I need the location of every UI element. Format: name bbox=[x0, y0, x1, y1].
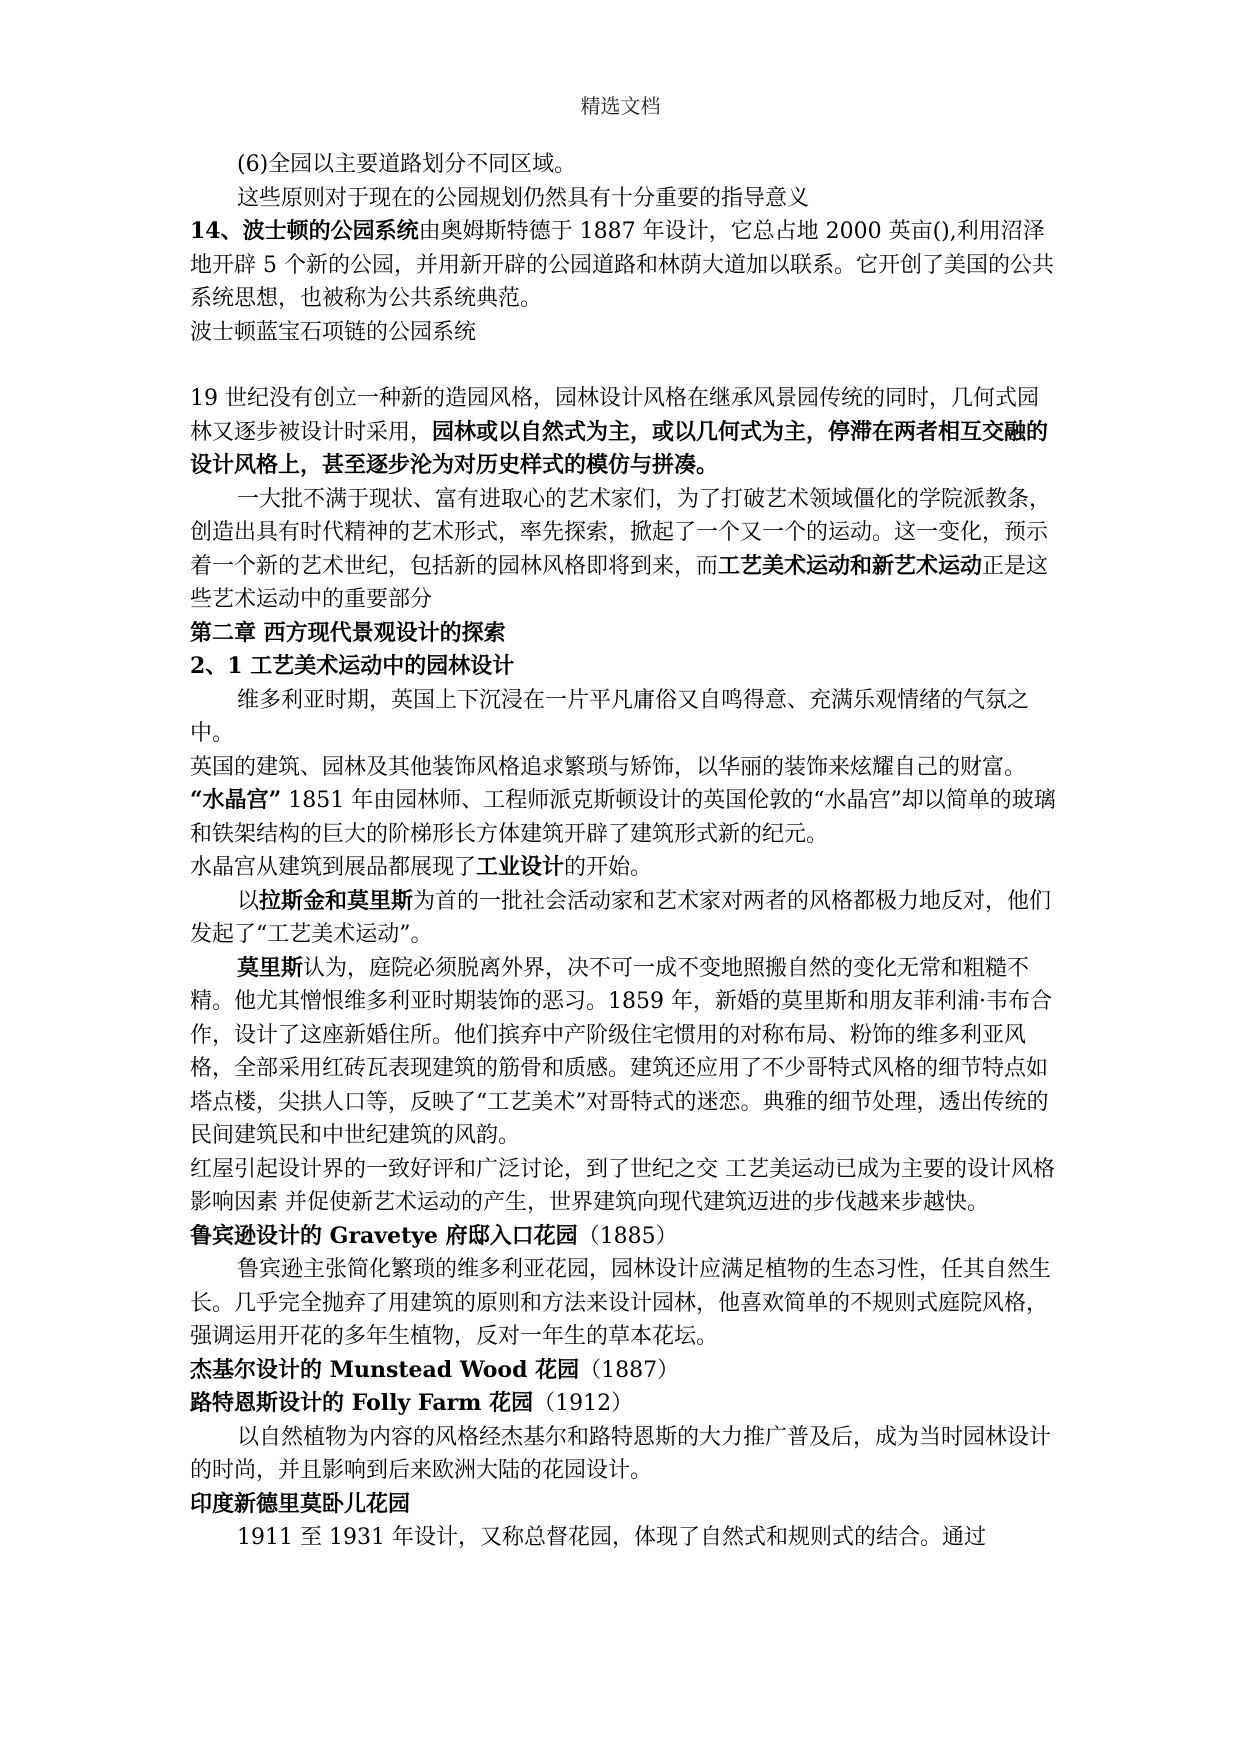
paragraph-morris bbox=[190, 952, 1060, 1153]
heading-gravetye bbox=[190, 1220, 1060, 1254]
heading-delhi-garden: 印度新德里莫卧儿花园 bbox=[190, 1490, 411, 1517]
artists-tail: 正是这些艺术运动中的重要部分 bbox=[190, 553, 1049, 612]
paragraph-ruskin-morris bbox=[190, 885, 1060, 952]
boston-text: 由奥姆斯特德于 1887 年设计，它总占地 2000 英亩(),利用沼泽地开辟 5 个新的公园，并用新开辟的公园道路和林荫大道加以联系。它开创了美国的公共系统思想，也被称为公共系统典范。 bbox=[190, 219, 1054, 311]
boston-caption: 波士顿蓝宝石项链的公园系统 bbox=[190, 319, 477, 345]
boston-heading: 14、波士顿的公园系统 bbox=[190, 218, 419, 244]
paragraph-victorian-2: 英国的建筑、园林及其他装饰风格追求繁琐与矫饰，以华丽的装饰来炫耀自己的财富。 bbox=[190, 754, 1027, 780]
folly-year: （1912） bbox=[533, 1391, 634, 1416]
heading-folly-farm bbox=[190, 1387, 1060, 1421]
paragraph-natural-style: 以自然植物为内容的风格经杰基尔和路特恩斯的大力推广普及后，成为当时园林设计的时尚，并且影响到后来欧洲大陆的花园设计。 bbox=[190, 1424, 1052, 1483]
page-header: 精选文档 bbox=[580, 94, 661, 118]
crystal-industrial-text: 水晶宫从建筑到展品都展现了 bbox=[190, 855, 477, 880]
gravetye-year: （1885） bbox=[577, 1223, 678, 1249]
paragraph-principle-6: (6)全园以主要道路划分不同区域。 bbox=[237, 152, 577, 177]
ruskin-pre: 以 bbox=[237, 888, 260, 914]
morris-text: 认为，庭院必须脱离外界，决不可一成不变地照搬自然的变化无常和粗糙不精。他尤其憎恨维多利亚时期装饰的恶习。1859 年，新婚的莫里斯和朋友菲利浦·韦布合作，设计了这座新婚住所。他们摈弃中产阶级住宅惯用的对称布局、粉饰的维多利亚风格，全部采用红砖瓦表现建筑的筋骨和质感。建筑还应用了不少哥特式风格的细节特点如塔点楼，尖拱人口等，反映了“工艺美术”对哥特式的迷恋。典雅的细节处理，透出传统的民间建筑民和中世纪建筑的风韵。 bbox=[190, 955, 1052, 1148]
ruskin-morris-bold: 拉斯金和莫里斯 bbox=[259, 887, 414, 914]
paragraph-robinson: 鲁宾逊主张简化繁琐的维多利亚花园，园林设计应满足植物的生态习性，任其自然生长。几乎完全抛弃了用建筑的原则和方法来设计园林，他喜欢简单的不规则式庭院风格，强调运用开花的多年生植物，反对一年生的草本花坛。 bbox=[190, 1257, 1052, 1349]
munstead-bold: 杰基尔设计的 Munstead Wood 花园 bbox=[190, 1356, 580, 1383]
ruskin-text: 为首的一批社会活动家和艺术家对两者的风格都极力地反对，他们发起了“工艺美术运动”。 bbox=[190, 888, 1052, 947]
crystal-palace-text: 1851 年由园林师、工程师派克斯顿设计的英国伦敦的“水晶宫”却以简单的玻璃和铁架结构的巨大的阶梯形长方体建筑开辟了建筑形式新的纪元。 bbox=[190, 788, 1056, 847]
paragraph-artists bbox=[190, 483, 1060, 617]
document-body bbox=[190, 148, 1060, 1555]
chapter-2-heading: 第二章 西方现代景观设计的探索 bbox=[190, 619, 506, 646]
heading-munstead bbox=[190, 1354, 1060, 1388]
19th-century-text: 19 世纪没有创立一种新的造园风格，园林设计风格在继承风景园传统的同时，几何式园林又逐步被设计时采用， bbox=[190, 386, 1039, 445]
paragraph-19th-century bbox=[190, 382, 1060, 483]
crystal-palace-bold: “水晶宫” bbox=[190, 787, 282, 813]
19th-century-bold: 园林或以自然式为主，或以几何式为主，停滞在两者相互交融的设计风格上，甚至逐步沦为对历史样式的模仿与拼凑。 bbox=[190, 418, 1049, 478]
paragraph-crystal-palace bbox=[190, 784, 1060, 851]
section-2-1-heading: 2、1 工艺美术运动中的园林设计 bbox=[190, 653, 515, 679]
morris-bold: 莫里斯 bbox=[237, 954, 304, 981]
paragraph-victorian-1: 维多利亚时期，英国上下沉浸在一片平凡庸俗又自鸣得意、充满乐观情绪的气氛之中。 bbox=[190, 687, 1030, 746]
paragraph-boston-park-system bbox=[190, 215, 1060, 316]
crystal-industrial-tail: 的开始。 bbox=[564, 855, 653, 880]
munstead-year: （1887） bbox=[579, 1357, 680, 1383]
paragraph-delhi: 1911 至 1931 年设计，又称总督花园，体现了自然式和规则式的结合。通过 bbox=[237, 1525, 986, 1550]
gravetye-bold: 鲁宾逊设计的 Gravetye 府邸入口花园 bbox=[190, 1222, 578, 1249]
industrial-design-bold: 工业设计 bbox=[476, 854, 565, 880]
blank-line bbox=[190, 349, 1060, 382]
artists-bold: 工艺美术运动和新艺术运动 bbox=[718, 552, 983, 579]
paragraph-crystal-industrial bbox=[190, 851, 1060, 885]
paragraph-red-house: 红屋引起设计界的一致好评和广泛讨论，到了世纪之交 工艺美运动已成为主要的设计风格影响因素 并促使新艺术运动的产生，世界建筑向现代建筑迈进的步伐越来步越快。 bbox=[190, 1156, 1055, 1215]
paragraph-principles-significance: 这些原则对于现在的公园规划仍然具有十分重要的指导意义 bbox=[237, 185, 810, 211]
folly-bold: 路特恩斯设计的 Folly Farm 花园 bbox=[190, 1390, 534, 1416]
artists-text: 一大批不满于现状、富有进取心的艺术家们，为了打破艺术领域僵化的学院派教条，创造出具有时代精神的艺术形式，率先探索，掀起了一个又一个的运动。这一变化，预示着一个新的艺术世纪，包括新的园林风格即将到来，而 bbox=[190, 486, 1052, 579]
